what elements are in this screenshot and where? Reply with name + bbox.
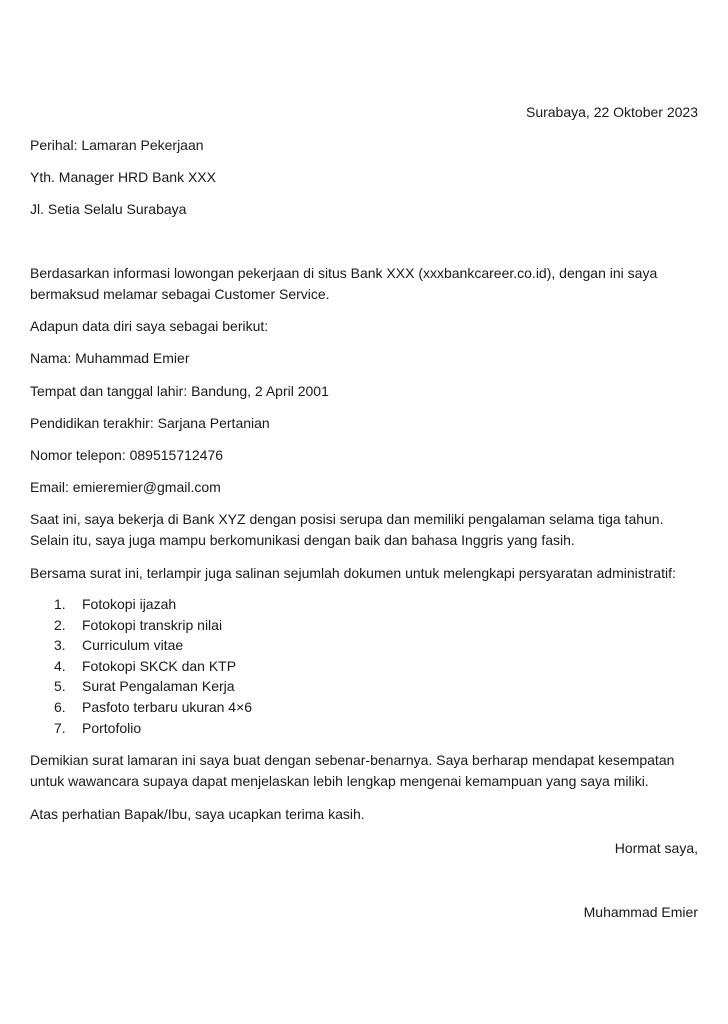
intro-line: bermaksud melamar sebagai Customer Service.: [30, 286, 330, 302]
experience-line: Selain itu, saya juga mampu berkomunikasi dengan baik dan bahasa Inggris yang fasih.: [30, 532, 575, 548]
applicant-phone: Nomor telepon: 089515712476: [30, 447, 224, 463]
closing-line: untuk wawancara supaya dapat menjelaskan lebih lengkap mengenai kemampuan yang saya miliki.: [30, 773, 649, 789]
attachments-intro: Bersama surat ini, terlampir juga salinan sejumlah dokumen untuk melengkapi persyaratan administratif:: [30, 565, 676, 581]
signer-name: Muhammad Emier: [583, 904, 698, 920]
letter-page: Surabaya, 22 Oktober 2023 Perihal: Lamaran Pekerjaan Yth. Manager HRD Bank XXX Jl. Setia Selalu Surabaya Berdasarkan informasi lowongan pekerjaan di situs Bank XXX (xxxbankcareer.co.id), dengan ini saya bermaksud melamar sebagai Customer Service. Adapun data diri saya sebagai berikut: Nama: Muhammad Emier Tempat dan tanggal lahir: Bandung, 2 April 2001 Pendidikan terakhir: Sarjana Pertanian Nomor telepon: 089515712476 Email: emieremier@gmail.com Saat ini, saya bekerja di Bank XYZ dengan posisi serupa dan memiliki pengalaman selama tiga tahun. Selain itu, saya juga mampu berkomunikasi dengan baik dan bahasa Inggris yang fasih. Bersama surat ini, terlampir juga salinan sejumlah dokumen untuk melengkapi persyaratan administratif: 1. Fotokopi ijazah 2. Fotokopi transkrip nilai 3. Curriculum vitae 4. Fotokopi SKCK dan KTP 5. Surat Pengalaman Kerja 6. Pasfoto terbaru ukuran 4×6 7. Portofolio Demikian surat lamaran ini saya buat dengan sebenar-benarnya. Saya berharap mendapat kesempatan untuk wawancara supaya dapat menjelaskan lebih lengkap mengenai kemampuan yang saya miliki. Atas perhatian Bapak/Ibu, saya ucapkan terima kasih. Hormat saya, Muhammad Emier: [0, 0, 728, 1024]
closing-paragraph: [30, 750, 702, 792]
data-intro: Adapun data diri saya sebagai berikut:: [30, 318, 269, 334]
intro-paragraph: [30, 263, 702, 305]
letter-recipient: Yth. Manager HRD Bank XXX: [30, 169, 216, 185]
place-date: Surabaya, 22 Oktober 2023: [525, 104, 698, 120]
salutation: Hormat saya,: [614, 840, 698, 856]
experience-line: Saat ini, saya bekerja di Bank XYZ dengan posisi serupa dan memiliki pengalaman selama tiga tahun.: [30, 511, 664, 527]
recipient-address: Jl. Setia Selalu Surabaya: [30, 201, 187, 217]
applicant-birth: Tempat dan tanggal lahir: Bandung, 2 April 2001: [30, 383, 329, 399]
experience-paragraph: [30, 509, 702, 551]
applicant-email: Email: emieremier@gmail.com: [30, 479, 221, 495]
applicant-name: Nama: Muhammad Emier: [30, 350, 190, 366]
intro-line: Berdasarkan informasi lowongan pekerjaan di situs Bank XXX (xxxbankcareer.co.id), dengan ini saya: [30, 265, 658, 281]
thanks-line: Atas perhatian Bapak/Ibu, saya ucapkan terima kasih.: [30, 806, 365, 822]
applicant-education: Pendidikan terakhir: Sarjana Pertanian: [30, 415, 270, 431]
letter-subject: Perihal: Lamaran Pekerjaan: [30, 137, 204, 153]
closing-line: Demikian surat lamaran ini saya buat dengan sebenar-benarnya. Saya berharap mendapat kesempatan: [30, 752, 675, 768]
